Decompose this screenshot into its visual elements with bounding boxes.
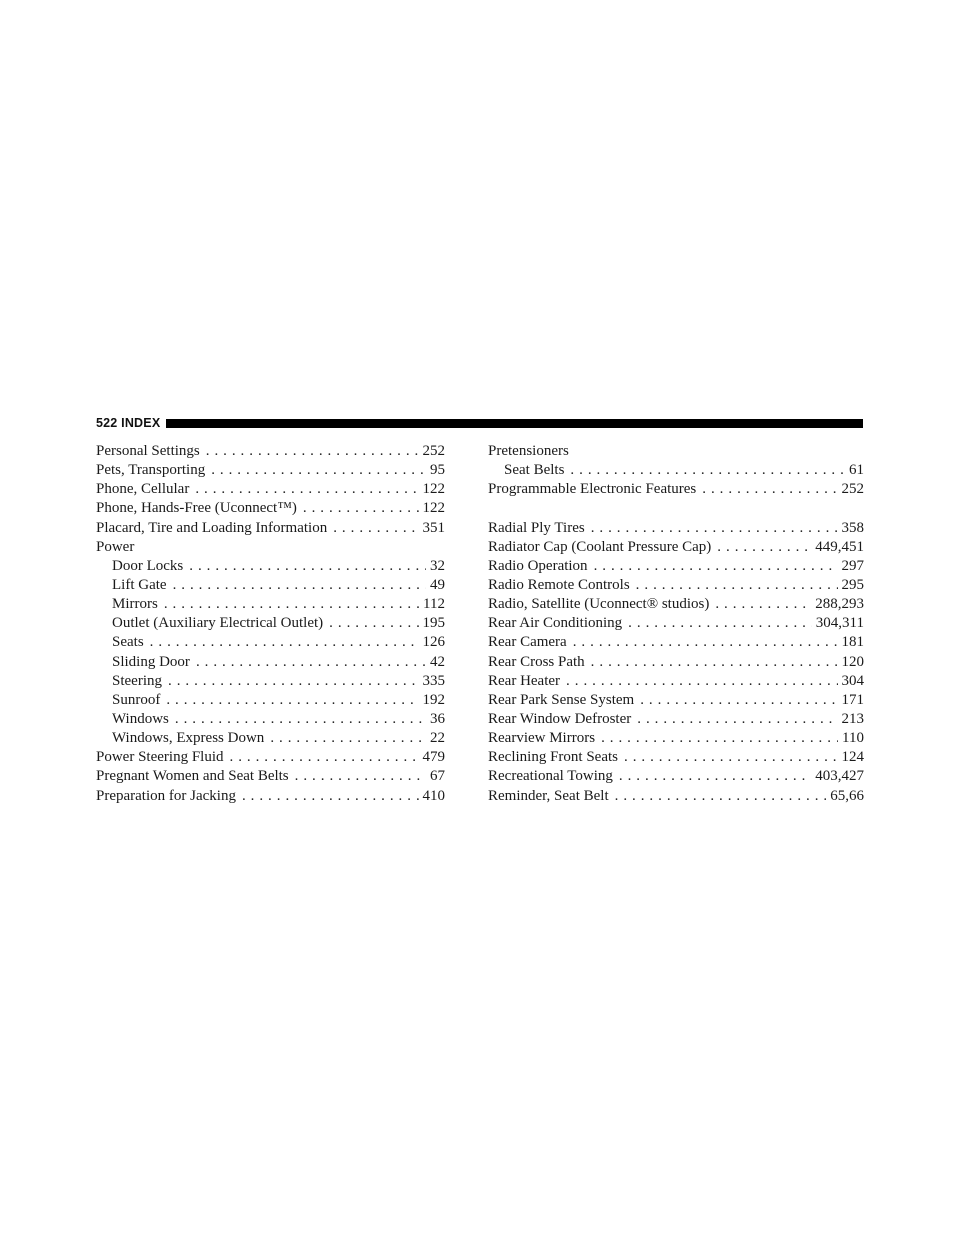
index-entry: [488, 729, 864, 748]
index-entry-term: Rear Heater: [488, 672, 561, 689]
index-entry-page: 351: [422, 519, 445, 536]
index-entry-page: 297: [841, 557, 864, 574]
index-entry-page: 304,311: [815, 615, 864, 632]
index-entry: [96, 787, 445, 806]
index-subentry: [96, 653, 445, 672]
dot-leader: [195, 480, 418, 499]
section-title: INDEX: [121, 416, 161, 430]
index-entry-term: Phone, Hands-Free (Uconnect™): [96, 500, 297, 517]
index-entry-term: Door Locks: [112, 557, 184, 574]
dot-leader: [175, 710, 426, 729]
index-heading: Power: [96, 538, 135, 555]
index-entry-term: Windows, Express Down: [112, 730, 265, 747]
index-entry: [488, 710, 864, 729]
index-entry-term: Sliding Door: [112, 653, 190, 670]
index-entry-term: Programmable Electronic Features: [488, 481, 697, 498]
index-entry-term: Pregnant Women and Seat Belts: [96, 768, 289, 785]
dot-leader: [702, 480, 837, 499]
dot-leader: [594, 557, 838, 576]
page-header-label: [96, 416, 160, 430]
index-entry-term: Rear Window Defroster: [488, 710, 632, 727]
index-column-right: [488, 442, 864, 806]
index-entry-page: 22: [430, 730, 445, 747]
index-entry-term: Reclining Front Seats: [488, 749, 618, 766]
index-entry-page: 304: [841, 672, 864, 689]
dot-leader: [591, 519, 838, 538]
index-entry-page: 126: [422, 634, 445, 651]
dot-leader: [591, 653, 838, 672]
index-subentry: [488, 461, 864, 480]
dot-leader: [601, 729, 838, 748]
dot-leader: [166, 691, 418, 710]
index-entry-term: Radiator Cap (Coolant Pressure Cap): [488, 538, 712, 555]
index-entry-page: 252: [841, 481, 864, 498]
index-entry-page: 335: [422, 672, 445, 689]
index-entry: [488, 480, 864, 499]
dot-leader: [640, 691, 837, 710]
dot-leader: [717, 538, 811, 557]
index-entry-page: 181: [841, 634, 864, 651]
index-entry: [488, 633, 864, 652]
index-subentry: [96, 614, 445, 633]
dot-leader: [637, 710, 837, 729]
dot-leader: [211, 461, 426, 480]
page-number: 522: [96, 416, 118, 430]
index-entry: [488, 614, 864, 633]
index-heading: Pretensioners: [488, 443, 569, 459]
index-entry-page: 192: [422, 691, 445, 708]
index-entry-page: 449,451: [815, 538, 864, 555]
dot-leader: [242, 787, 419, 806]
index-entry: [96, 461, 445, 480]
index-entry-term: Sunroof: [112, 691, 161, 708]
index-subentry: [96, 595, 445, 614]
index-entry: [488, 557, 864, 576]
index-subentry: [96, 576, 445, 595]
dot-leader: [164, 595, 419, 614]
index-entry: [488, 691, 864, 710]
dot-leader: [715, 595, 811, 614]
index-entry-page: 120: [841, 653, 864, 670]
index-entry-page: 403,427: [815, 768, 864, 785]
index-entry-page: 112: [423, 596, 445, 613]
dot-leader: [615, 787, 827, 806]
index-entry-page: 295: [841, 576, 864, 593]
index-entry-term: Personal Settings: [96, 443, 200, 459]
index-entry-term: Outlet (Auxiliary Electrical Outlet): [112, 615, 324, 632]
header-rule: [166, 419, 863, 428]
index-entry: [96, 748, 445, 767]
index-entry-page: 32: [430, 557, 445, 574]
index-entry-page: 358: [841, 519, 864, 536]
index-entry-term: Windows: [112, 710, 169, 727]
index-entry: [488, 538, 864, 557]
dot-leader: [636, 576, 838, 595]
index-entry-term: Pets, Transporting: [96, 462, 206, 479]
dot-leader: [230, 748, 419, 767]
index-entry-page: 42: [430, 653, 445, 670]
index-entry: [96, 480, 445, 499]
index-entry: [488, 787, 864, 806]
index-subentry: [96, 672, 445, 691]
index-entry-page: 36: [430, 710, 445, 727]
index-entry-term: Rear Cross Path: [488, 653, 585, 670]
index-entry-page: 288,293: [815, 596, 864, 613]
index-entry: [96, 442, 445, 461]
index-entry-term: Radio Operation: [488, 557, 588, 574]
index-entry: [488, 748, 864, 767]
index-entry-page: 410: [422, 787, 445, 804]
index-entry-term: Rearview Mirrors: [488, 730, 596, 747]
index-entry-term: Power Steering Fluid: [96, 749, 224, 766]
index-entry-term: Preparation for Jacking: [96, 787, 236, 804]
dot-leader: [619, 767, 811, 786]
index-subentry: [96, 710, 445, 729]
index-entry-term: Seats: [112, 634, 144, 651]
index-entry-page: 110: [842, 730, 864, 747]
index-entry-term: Radio, Satellite (Uconnect® studios): [488, 596, 710, 613]
dot-leader: [333, 519, 418, 538]
dot-leader: [168, 672, 419, 691]
index-entry-term: Mirrors: [112, 596, 158, 613]
dot-leader: [173, 576, 426, 595]
index-entry-page: 124: [841, 749, 864, 766]
index-entry-page: 61: [849, 462, 864, 479]
index-entry-term: Phone, Cellular: [96, 481, 190, 498]
index-entry-page: 122: [422, 481, 445, 498]
index-entry-term: Placard, Tire and Loading Information: [96, 519, 328, 536]
index-subentry: [96, 557, 445, 576]
index-entry-page: 252: [422, 443, 445, 459]
index-entry-page: 95: [430, 462, 445, 479]
index-subentry: [96, 633, 445, 652]
index-entry-term: Rear Air Conditioning: [488, 615, 623, 632]
index-entry-term: Radial Ply Tires: [488, 519, 585, 536]
index-entry: [488, 519, 864, 538]
index-entry-page: 479: [422, 749, 445, 766]
index-entry-page: 49: [430, 576, 445, 593]
dot-leader: [295, 767, 426, 786]
index-entry-term: Seat Belts: [504, 462, 565, 479]
index-entry-term: Steering: [112, 672, 162, 689]
index-spacer: [488, 499, 864, 518]
index-entry-page: 122: [422, 500, 445, 517]
index-entry-term: Recreational Towing: [488, 768, 613, 785]
dot-leader: [189, 557, 426, 576]
dot-leader: [624, 748, 838, 767]
index-entry: [96, 499, 445, 518]
dot-leader: [150, 633, 419, 652]
index-entry-page: 171: [841, 691, 864, 708]
index-column-left: [96, 442, 445, 806]
index-entry: [96, 767, 445, 786]
index-entry-page: 213: [841, 710, 864, 727]
index-entry-page: 195: [422, 615, 445, 632]
index-entry: [488, 767, 864, 786]
dot-leader: [270, 729, 426, 748]
index-entry: [488, 576, 864, 595]
index-entry: [488, 672, 864, 691]
index-entry-term: Reminder, Seat Belt: [488, 787, 609, 804]
dot-leader: [570, 461, 845, 480]
index-entry: [96, 519, 445, 538]
index-entry-page: 65,66: [830, 787, 864, 804]
dot-leader: [303, 499, 419, 518]
index-entry-page: 67: [430, 768, 445, 785]
page-header: [96, 415, 863, 431]
dot-leader: [196, 653, 426, 672]
dot-leader: [573, 633, 838, 652]
index-entry: [488, 653, 864, 672]
dot-leader: [206, 442, 419, 461]
index-subentry: [96, 729, 445, 748]
dot-leader: [329, 614, 418, 633]
index-subentry: [96, 691, 445, 710]
index-entry-term: Rear Park Sense System: [488, 691, 635, 708]
index-entry-term: Radio Remote Controls: [488, 576, 630, 593]
index-entry-term: Lift Gate: [112, 576, 167, 593]
index-entry: [488, 595, 864, 614]
dot-leader: [628, 614, 812, 633]
dot-leader: [566, 672, 837, 691]
index-entry-term: Rear Camera: [488, 634, 567, 651]
